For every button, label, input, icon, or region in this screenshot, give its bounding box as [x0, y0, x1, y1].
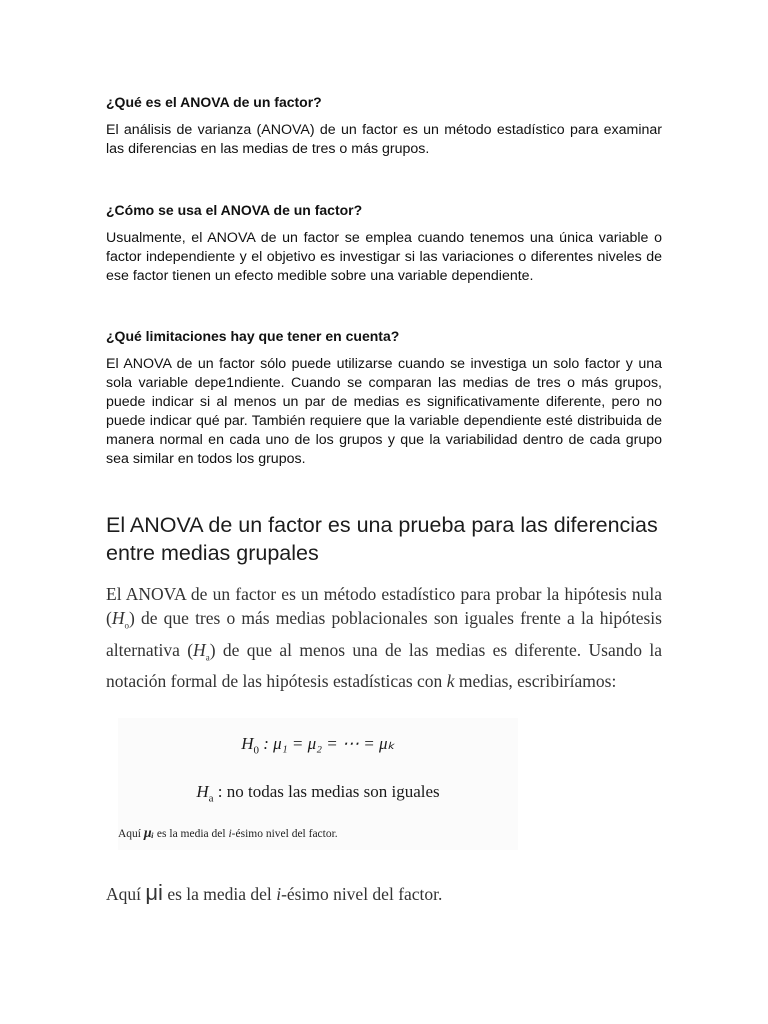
footer-mu-symbol: μi — [145, 880, 163, 905]
null-hypothesis-formula — [118, 734, 518, 756]
ha-formula-subscript: a — [208, 792, 214, 805]
hypotheses-formula-image — [118, 718, 518, 850]
footer-i-symbol: i — [276, 884, 282, 904]
page-title: El ANOVA de un factor es una prueba para las diferencias entre medias grupales — [106, 513, 658, 565]
alternative-hypothesis-formula — [118, 782, 518, 804]
h0-formula-equality: : μ₁ = μ₂ = ⋯ = μₖ — [259, 734, 395, 753]
caption-text-2: es la media del — [154, 828, 229, 840]
intro-text-4: medias, escribiríamos: — [454, 671, 617, 691]
section-body-what: El análisis de varianza (ANOVA) de un factor es un método estadístico para examinar las diferencias en las medias de tres o más grupos. — [106, 122, 662, 157]
section-heading-what: ¿Qué es el ANOVA de un factor? — [106, 94, 322, 110]
section-body-limitations: El ANOVA de un factor sólo puede utilizarse cuando se investiga un solo factor y una sola variable depe1ndiente. Cuando se comparan las medias de tres o más grupos, puede indicar si al menos un par de medias es significativamente diferente, pero no puede indicar qué par. También requiere que la variable dependiente esté distribuida de manera normal en cada uno de los grupos y que la variabilidad dentro de cada grupo sea similar en todos los grupos. — [106, 356, 662, 467]
caption-mu-symbol: μᵢ — [143, 826, 155, 841]
section-heading-limitations: ¿Qué limitaciones hay que tener en cuenta? — [106, 328, 400, 344]
ha-subscript: a — [205, 652, 210, 662]
h0-subscript: o — [124, 620, 129, 631]
intro-text-1: El ANOVA de un factor es un método estadístico para probar la hipótesis nula ( — [106, 584, 662, 628]
footer-text-1: Aquí — [106, 884, 146, 904]
h0-formula-subscript: 0 — [253, 744, 260, 757]
caption-text-3: -ésimo nivel del factor. — [231, 828, 338, 840]
formula-caption — [118, 826, 338, 842]
footer-text-2: es la media del — [162, 884, 277, 904]
caption-text-1: Aquí — [118, 828, 144, 840]
footer-text-3: -ésimo nivel del factor. — [281, 884, 443, 904]
section-body-how: Usualmente, el ANOVA de un factor se emplea cuando tenemos una única variable o factor independiente y el objetivo es investigar si las variaciones o diferentes niveles de ese factor tienen un efecto medible sobre una variable dependiente. — [106, 230, 662, 284]
footer-note — [106, 880, 442, 906]
ha-symbol: H — [193, 639, 206, 660]
intro-paragraph — [106, 582, 662, 693]
k-symbol: k — [446, 671, 455, 691]
caption-i-symbol: i — [228, 828, 232, 840]
ha-formula-symbol: H — [196, 782, 209, 801]
intro-text-3: ) de que al menos una de las medias es diferente. Usando la notación formal de las hipótesis estadísticas con — [106, 639, 662, 691]
section-heading-how: ¿Cómo se usa el ANOVA de un factor? — [106, 202, 363, 218]
h0-symbol: H — [111, 608, 125, 628]
intro-text-2: ) de que tres o más medias poblacionales son iguales frente a la hipótesis alternativa ( — [106, 608, 662, 660]
h0-formula-symbol: H — [241, 734, 254, 753]
ha-formula-text: : no todas las medias son iguales — [213, 782, 440, 801]
